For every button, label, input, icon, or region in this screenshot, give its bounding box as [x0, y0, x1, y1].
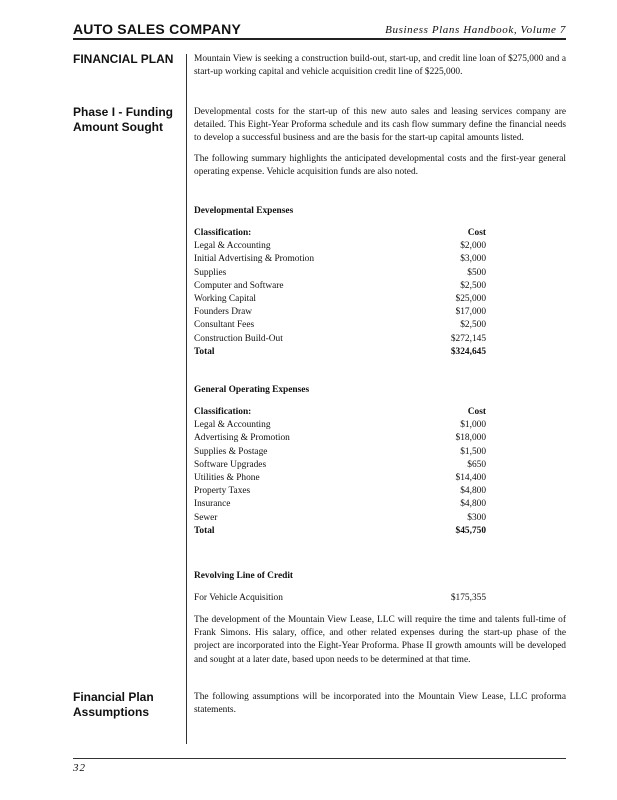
table-row [194, 512, 486, 525]
classification-header: Classification: [194, 228, 252, 238]
row-label: Advertising & Promotion [194, 433, 290, 444]
total-value: $324,645 [450, 346, 486, 357]
table-row [194, 419, 486, 432]
row-value: $14,400 [455, 472, 486, 483]
table-row [194, 498, 486, 511]
total-row [194, 346, 486, 359]
row-label: Legal & Accounting [194, 420, 271, 431]
phase1-heading-line2: Amount Sought [73, 120, 163, 134]
credit-line-value: $175,355 [450, 593, 486, 603]
table-row [194, 293, 486, 306]
credit-line-text: The development of the Mountain View Lease, LLC will require the time and talents full-time of Frank Simons. His salary, office, and other related expenses during the start-up phase of the project are incorporated into the Eight-Year Proforma. Phase II growth amounts will be developed and sought at a later date, based upon needs to be determined at that time. [194, 615, 566, 665]
cost-header: Cost [467, 228, 486, 238]
header-rule [73, 38, 566, 40]
total-value: $45,750 [455, 525, 486, 536]
row-value: $300 [467, 512, 486, 523]
total-label: Total [194, 346, 215, 357]
dev-expenses-table [194, 227, 486, 359]
row-value: $25,000 [455, 293, 486, 304]
row-label: Software Upgrades [194, 459, 267, 470]
row-value: $1,500 [460, 446, 486, 457]
assumptions-heading-line1: Financial Plan [73, 690, 154, 704]
assumptions-heading-line2: Assumptions [73, 705, 150, 719]
row-value: $650 [467, 459, 486, 470]
op-expenses-table [194, 406, 486, 538]
row-value: $500 [467, 267, 486, 278]
table-row [194, 472, 486, 485]
row-value: $1,000 [460, 420, 486, 431]
table-row [194, 459, 486, 472]
row-label: Supplies & Postage [194, 446, 268, 457]
table-row [194, 333, 486, 346]
table-row [194, 432, 486, 445]
table-row [194, 319, 486, 332]
table-row [194, 446, 486, 459]
total-row [194, 525, 486, 538]
financial-plan-text: Mountain View is seeking a construction build-out, start-up, and credit line loan of $275,000 and a start-up working capital and vehicle acquisition credit line of $225,000. [194, 54, 566, 78]
table-row [194, 267, 486, 280]
handbook-title: Business Plans Handbook, Volume 7 [385, 24, 566, 36]
credit-line-row [194, 593, 486, 603]
row-label: Consultant Fees [194, 320, 255, 331]
company-header: AUTO SALES COMPANY [73, 21, 241, 37]
row-value: $272,145 [450, 333, 486, 344]
table-row [194, 306, 486, 319]
row-value: $4,800 [460, 499, 486, 510]
row-label: Legal & Accounting [194, 241, 271, 252]
row-value: $18,000 [455, 433, 486, 444]
row-value: $2,500 [460, 320, 486, 331]
page-number: 32 [73, 762, 86, 774]
table-row [194, 280, 486, 293]
row-value: $3,000 [460, 254, 486, 265]
phase1-paragraph-2: The following summary highlights the anticipated developmental costs and the first-year general operating expense. Vehicle acquisition funds are also noted. [194, 154, 566, 178]
credit-line-label: For Vehicle Acquisition [194, 593, 283, 603]
table-row [194, 485, 486, 498]
table-row [194, 253, 486, 266]
row-label: Construction Build-Out [194, 333, 283, 344]
row-label: Supplies [194, 267, 227, 278]
row-label: Property Taxes [194, 486, 251, 497]
table-row [194, 240, 486, 253]
op-expenses-title: General Operating Expenses [194, 385, 310, 395]
row-label: Initial Advertising & Promotion [194, 254, 315, 265]
footer-rule [73, 758, 566, 759]
row-label: Founders Draw [194, 307, 253, 318]
phase1-heading-line1: Phase I - Funding [73, 105, 174, 119]
row-label: Insurance [194, 499, 231, 510]
row-label: Working Capital [194, 293, 256, 304]
row-value: $2,000 [460, 241, 486, 252]
credit-line-title: Revolving Line of Credit [194, 571, 294, 581]
margin-divider [186, 54, 187, 744]
row-value: $4,800 [460, 486, 486, 497]
row-label: Computer and Software [194, 280, 284, 291]
total-label: Total [194, 525, 215, 536]
classification-header: Classification: [194, 407, 252, 417]
assumptions-heading [73, 690, 154, 720]
row-value: $2,500 [460, 280, 486, 291]
dev-expenses-title: Developmental Expenses [194, 206, 294, 216]
financial-plan-heading: FINANCIAL PLAN [73, 52, 174, 66]
table-header-row [194, 227, 486, 240]
assumptions-text: The following assumptions will be incorporated into the Mountain View Lease, LLC proforma statements. [194, 692, 566, 716]
row-label: Sewer [194, 512, 218, 523]
phase1-paragraph-1: Developmental costs for the start-up of this new auto sales and leasing services company are detailed. This Eight-Year Proforma schedule and its cash flow summary define the financial needs to develop a successful business and are the basis for the start-up capital amounts listed. [194, 107, 566, 144]
table-header-row [194, 406, 486, 419]
cost-header: Cost [467, 407, 486, 417]
row-label: Utilities & Phone [194, 472, 260, 483]
phase1-heading [73, 105, 173, 135]
row-value: $17,000 [455, 307, 486, 318]
